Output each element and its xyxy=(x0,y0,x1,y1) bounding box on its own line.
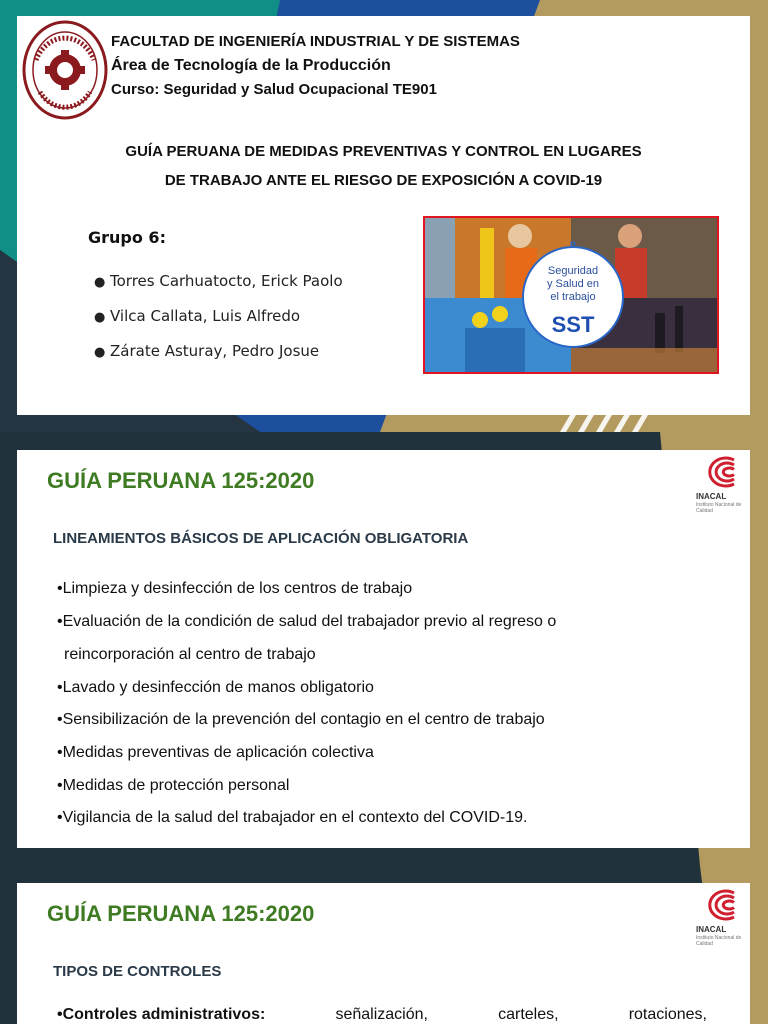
guideline-item: •Sensibilización de la prevención del contagio en el centro de trabajo xyxy=(57,711,545,728)
guideline-item: •Medidas preventivas de aplicación colectiva xyxy=(57,744,374,761)
inacal-logo xyxy=(696,454,746,524)
guideline-item: •Limpieza y desinfección de los centros de trabajo xyxy=(57,580,413,597)
guideline-item: •Lavado y desinfección de manos obligatorio xyxy=(57,679,374,696)
inacal-name: INACAL xyxy=(696,492,727,501)
member-name: Zárate Asturay, Pedro Josue xyxy=(110,342,320,360)
inacal-logo xyxy=(696,887,746,957)
area-heading: Área de Tecnología de la Producción xyxy=(111,57,391,74)
member-name: Torres Carhuatocto, Erick Paolo xyxy=(110,272,343,290)
guidelines-slide xyxy=(0,432,768,866)
guide-title: GUÍA PERUANA 125:2020 xyxy=(47,468,315,493)
sst-line2: y Salud en xyxy=(547,278,599,290)
sst-line3: el trabajo xyxy=(550,291,596,303)
inacal-subtitle: Instituto Nacional de Calidad xyxy=(696,502,742,514)
controls-slide xyxy=(0,866,768,1024)
guideline-item-continuation: reincorporación al centro de trabajo xyxy=(64,646,316,663)
inacal-name: INACAL xyxy=(696,925,727,934)
course-heading: Curso: Seguridad y Salud Ocupacional TE901 xyxy=(111,81,437,98)
faculty-heading: FACULTAD DE INGENIERÍA INDUSTRIAL Y DE SISTEMAS xyxy=(111,33,520,50)
sst-mark-icon: P xyxy=(569,240,577,250)
inacal-subtitle: Instituto Nacional de Calidad xyxy=(696,935,742,947)
member-name: Vilca Callata, Luis Alfredo xyxy=(110,307,301,325)
control-word: rotaciones, xyxy=(628,1006,707,1023)
control-label: •Controles administrativos: xyxy=(57,1006,266,1023)
sst-collage xyxy=(425,218,717,372)
member-item xyxy=(94,272,343,290)
bullet-icon: ● xyxy=(94,310,106,325)
sst-acronym: SST xyxy=(551,312,595,337)
guideline-item: •Vigilancia de la salud del trabajador en el contexto del COVID-19. xyxy=(57,809,528,826)
section-title: LINEAMIENTOS BÁSICOS DE APLICACIÓN OBLIGATORIA xyxy=(53,530,469,547)
sst-image xyxy=(423,216,719,374)
inacal-mark-icon xyxy=(696,887,738,923)
guide-title-line-1: GUÍA PERUANA DE MEDIDAS PREVENTIVAS Y CONTROL EN LUGARES xyxy=(125,143,642,160)
group-title: Grupo 6: xyxy=(88,228,166,247)
inacal-mark-icon xyxy=(696,454,738,490)
bullet-icon: ● xyxy=(94,345,106,360)
member-item xyxy=(94,342,319,360)
bullet-icon: ● xyxy=(94,275,106,290)
guideline-item: •Evaluación de la condición de salud del trabajador previo al regreso o xyxy=(57,613,557,630)
section-title: TIPOS DE CONTROLES xyxy=(53,963,222,980)
guideline-item: •Medidas de protección personal xyxy=(57,777,290,794)
member-item xyxy=(94,307,300,325)
guide-title-line-2: DE TRABAJO ANTE EL RIESGO DE EXPOSICIÓN A COVID-19 xyxy=(164,172,603,189)
guide-title: GUÍA PERUANA 125:2020 xyxy=(47,901,315,926)
cover-slide xyxy=(0,0,768,432)
university-seal-logo xyxy=(22,20,108,120)
control-word: carteles, xyxy=(498,1006,559,1023)
controls-item xyxy=(57,1006,707,1024)
sst-line1: Seguridad xyxy=(547,265,599,277)
control-word: señalización, xyxy=(335,1006,428,1023)
